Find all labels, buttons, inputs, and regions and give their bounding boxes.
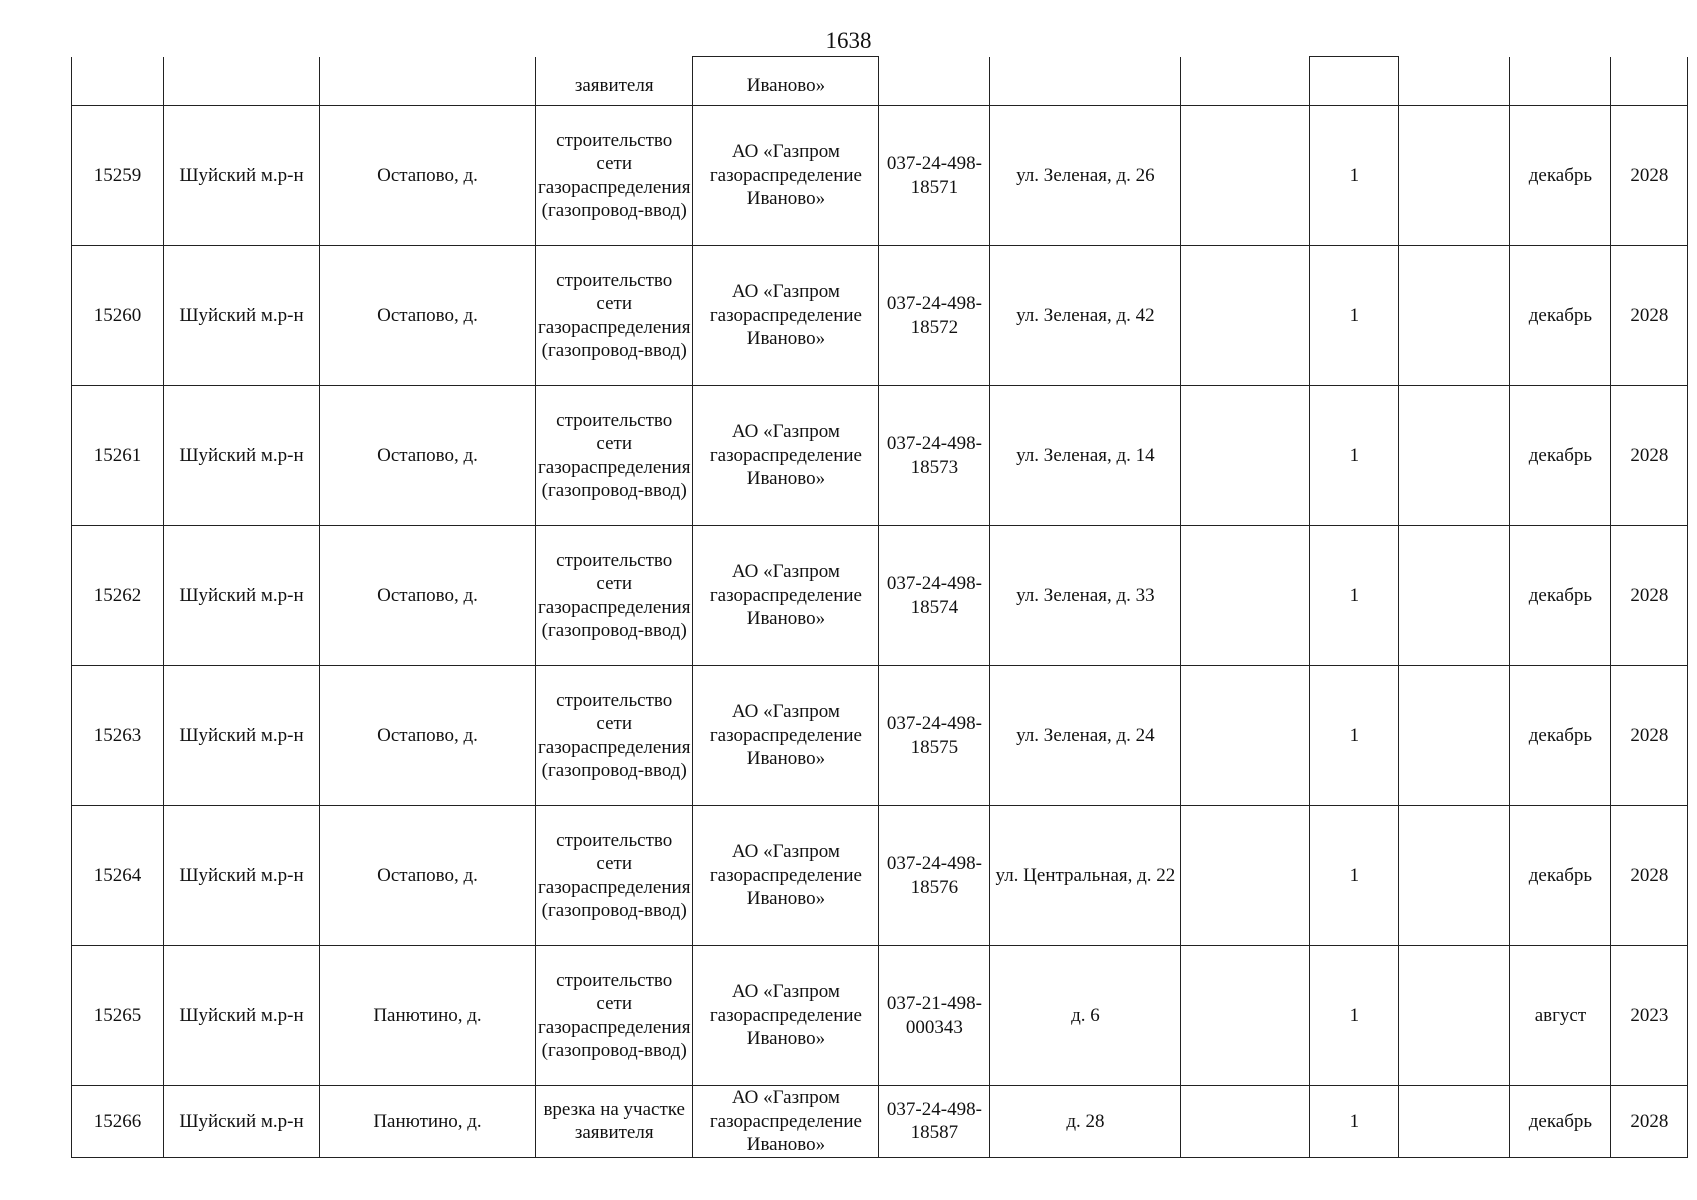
cell-district: Шуйский м.р-н <box>164 806 320 946</box>
cell-work: строительство сети газораспределения (газопровод-ввод) <box>536 526 693 666</box>
cell-blank-1 <box>1181 246 1310 386</box>
cell-settlement: Остапово, д. <box>320 806 536 946</box>
cell-blank-2 <box>1399 946 1510 1086</box>
cell-settlement <box>320 57 536 106</box>
cell-code: 037-24-498-18572 <box>879 246 990 386</box>
cell-month: декабрь <box>1510 1086 1611 1158</box>
cell-district: Шуйский м.р-н <box>164 106 320 246</box>
cell-code: 037-21-498-000343 <box>879 946 990 1086</box>
cell-settlement: Панютино, д. <box>320 1086 536 1158</box>
table-row <box>72 806 1688 946</box>
cell-blank-1 <box>1181 386 1310 526</box>
cell-work: строительство сети газораспределения (газопровод-ввод) <box>536 106 693 246</box>
cell-no: 15259 <box>72 106 164 246</box>
cell-code: 037-24-498-18575 <box>879 666 990 806</box>
cell-address: ул. Центральная, д. 22 <box>990 806 1181 946</box>
cell-settlement: Остапово, д. <box>320 386 536 526</box>
cell-month: декабрь <box>1510 806 1611 946</box>
cell-org: АО «Газпром газораспределение Иваново» <box>693 526 879 666</box>
cell-blank-1 <box>1181 946 1310 1086</box>
cell-blank-1 <box>1181 806 1310 946</box>
cell-district: Шуйский м.р-н <box>164 666 320 806</box>
cell-code: 037-24-498-18587 <box>879 1086 990 1158</box>
cell-count: 1 <box>1310 106 1399 246</box>
cell-work: врезка на участке заявителя <box>536 1086 693 1158</box>
cell-address: д. 6 <box>990 946 1181 1086</box>
cell-code: 037-24-498-18576 <box>879 806 990 946</box>
cell-code: 037-24-498-18571 <box>879 106 990 246</box>
cell-blank-2 <box>1399 806 1510 946</box>
cell-blank-1 <box>1181 106 1310 246</box>
cell-no: 15263 <box>72 666 164 806</box>
cell-address: д. 28 <box>990 1086 1181 1158</box>
cell-code: 037-24-498-18574 <box>879 526 990 666</box>
cell-work: заявителя <box>536 57 693 106</box>
cell-address <box>990 57 1181 106</box>
cell-blank-2 <box>1399 1086 1510 1158</box>
cell-blank-2 <box>1399 106 1510 246</box>
cell-count: 1 <box>1310 386 1399 526</box>
cell-district: Шуйский м.р-н <box>164 526 320 666</box>
cell-district: Шуйский м.р-н <box>164 246 320 386</box>
cell-month: декабрь <box>1510 246 1611 386</box>
cell-code: 037-24-498-18573 <box>879 386 990 526</box>
cell-month: декабрь <box>1510 106 1611 246</box>
cell-year: 2028 <box>1611 1086 1688 1158</box>
cell-org: АО «Газпром газораспределение Иваново» <box>693 666 879 806</box>
cell-count <box>1310 57 1399 106</box>
cell-month: декабрь <box>1510 386 1611 526</box>
cell-code <box>879 57 990 106</box>
cell-year <box>1611 57 1688 106</box>
cell-org: АО «Газпром газораспределение Иваново» <box>693 106 879 246</box>
cell-org: АО «Газпром газораспределение Иваново» <box>693 246 879 386</box>
cell-work: строительство сети газораспределения (газопровод-ввод) <box>536 946 693 1086</box>
cell-address: ул. Зеленая, д. 42 <box>990 246 1181 386</box>
cell-year: 2028 <box>1611 106 1688 246</box>
cell-address: ул. Зеленая, д. 24 <box>990 666 1181 806</box>
cell-month <box>1510 57 1611 106</box>
cell-settlement: Остапово, д. <box>320 106 536 246</box>
cell-no: 15260 <box>72 246 164 386</box>
cell-org: АО «Газпром газораспределение Иваново» <box>693 806 879 946</box>
table-row <box>72 526 1688 666</box>
cell-no <box>72 57 164 106</box>
table-row <box>72 246 1688 386</box>
cell-address: ул. Зеленая, д. 26 <box>990 106 1181 246</box>
cell-settlement: Остапово, д. <box>320 246 536 386</box>
cell-count: 1 <box>1310 666 1399 806</box>
cell-year: 2023 <box>1611 946 1688 1086</box>
cell-blank-1 <box>1181 57 1310 106</box>
cell-district: Шуйский м.р-н <box>164 946 320 1086</box>
cell-blank-2 <box>1399 666 1510 806</box>
table-row <box>72 946 1688 1086</box>
cell-address: ул. Зеленая, д. 33 <box>990 526 1181 666</box>
cell-month: август <box>1510 946 1611 1086</box>
table-row <box>72 386 1688 526</box>
table-row <box>72 666 1688 806</box>
cell-work: строительство сети газораспределения (газопровод-ввод) <box>536 806 693 946</box>
cell-org: АО «Газпром газораспределение Иваново» <box>693 1086 879 1158</box>
cell-count: 1 <box>1310 806 1399 946</box>
cell-year: 2028 <box>1611 246 1688 386</box>
cell-no: 15262 <box>72 526 164 666</box>
cell-work: строительство сети газораспределения (газопровод-ввод) <box>536 666 693 806</box>
table-body <box>72 57 1688 1158</box>
cell-blank-1 <box>1181 666 1310 806</box>
cell-month: декабрь <box>1510 526 1611 666</box>
cell-month: декабрь <box>1510 666 1611 806</box>
cell-year: 2028 <box>1611 526 1688 666</box>
table-row <box>72 1086 1688 1158</box>
cell-blank-2 <box>1399 386 1510 526</box>
cell-count: 1 <box>1310 946 1399 1086</box>
cell-settlement: Остапово, д. <box>320 666 536 806</box>
cell-blank-2 <box>1399 57 1510 106</box>
cell-count: 1 <box>1310 1086 1399 1158</box>
cell-no: 15265 <box>72 946 164 1086</box>
cell-org: АО «Газпром газораспределение Иваново» <box>693 946 879 1086</box>
cell-no: 15261 <box>72 386 164 526</box>
cell-settlement: Панютино, д. <box>320 946 536 1086</box>
cell-no: 15264 <box>72 806 164 946</box>
cell-blank-2 <box>1399 526 1510 666</box>
continuation-row <box>72 57 1688 106</box>
cell-district: Шуйский м.р-н <box>164 386 320 526</box>
cell-work: строительство сети газораспределения (газопровод-ввод) <box>536 386 693 526</box>
cell-year: 2028 <box>1611 666 1688 806</box>
cell-org: АО «Газпром газораспределение Иваново» <box>693 386 879 526</box>
cell-no: 15266 <box>72 1086 164 1158</box>
cell-work: строительство сети газораспределения (газопровод-ввод) <box>536 246 693 386</box>
cell-blank-2 <box>1399 246 1510 386</box>
cell-count: 1 <box>1310 246 1399 386</box>
cell-address: ул. Зеленая, д. 14 <box>990 386 1181 526</box>
page-number: 1638 <box>825 28 872 53</box>
cell-district: Шуйский м.р-н <box>164 1086 320 1158</box>
cell-org: Иваново» <box>693 57 879 106</box>
cell-year: 2028 <box>1611 806 1688 946</box>
cell-blank-1 <box>1181 1086 1310 1158</box>
cell-settlement: Остапово, д. <box>320 526 536 666</box>
cell-count: 1 <box>1310 526 1399 666</box>
cell-district <box>164 57 320 106</box>
gasification-table <box>71 56 1688 1158</box>
cell-blank-1 <box>1181 526 1310 666</box>
cell-year: 2028 <box>1611 386 1688 526</box>
table-row <box>72 106 1688 246</box>
